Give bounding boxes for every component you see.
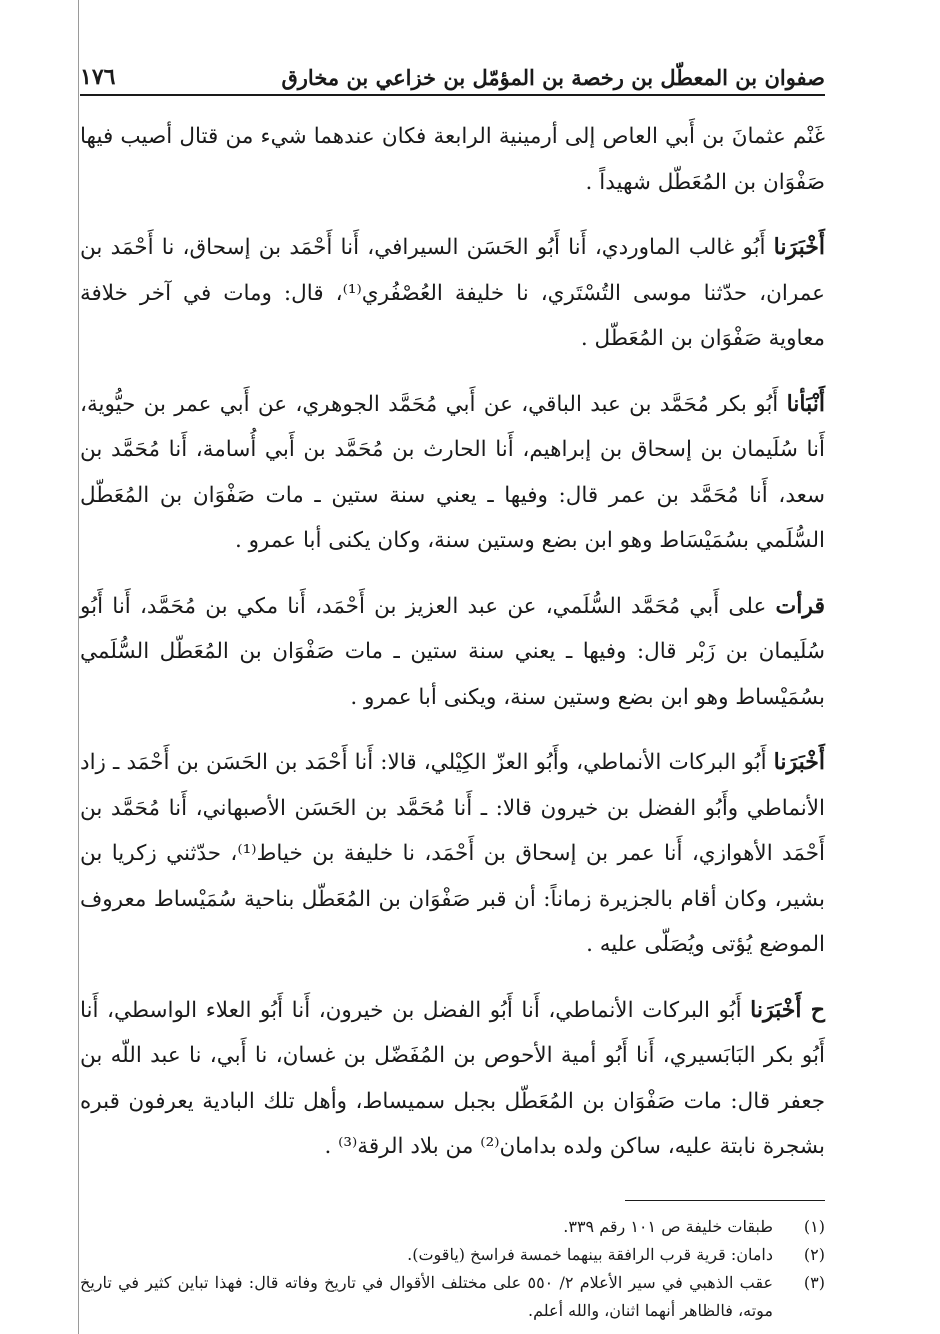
- footnote-text: عقب الذهبي في سير الأعلام ٢/ ٥٥٠ على مختلف الأقوال في تاريخ وفاته قال: فهذا تباين كثير في تاريخ موته، فالظاهر أنهما اثنان، والله أعلم.: [80, 1272, 773, 1320]
- paragraph-text: غَنْم عثمانَ بن أَبي العاص إلى أرمينية الرابعة فكان عندهما شيء من قتال أصيب فيها صَفْوَان بن المُعَطّل شهيداً .: [80, 124, 825, 195]
- footnote-text: طبقات خليفة ص ١٠١ رقم ٣٣٩.: [563, 1216, 773, 1236]
- paragraph: [80, 584, 825, 721]
- footnote-number: (١): [803, 1216, 825, 1236]
- paragraph-text: أَبُو البركات الأنماطي، أَنا أَبُو الفضل بن خيرون، أَنا أَبُو العلاء الواسطي، أَنا أَبُو بكر البَابَسيري، أَنا أَبُو أمية الأحوص بن المُفَضّل بن غسان، نا أَبي، نا عبد اللّه بن جعفر قال: مات صَفْوَان بن المُعَطّل بجبل سميساط، وأهل تلك البادية يعرفون قبره بشجرة نابتة عليه، ساكن ولده بدامان⁽²⁾ من بلاد الرقة⁽³⁾ .: [80, 997, 825, 1159]
- footnote-separator: [625, 1200, 825, 1201]
- paragraph: [80, 382, 825, 564]
- page-header: [80, 50, 825, 96]
- page-number: ١٧٦: [80, 64, 116, 90]
- paragraph: [80, 988, 825, 1170]
- paragraph: [80, 740, 825, 968]
- gutter-line: [78, 0, 79, 1334]
- footnote-text: دامان: قرية قرب الرافقة بينهما خمسة فراسخ (ياقوت).: [407, 1244, 773, 1264]
- footnote: [80, 1213, 825, 1241]
- running-title: صفوان بن المعطّل بن رخصة بن المؤمّل بن خزاعي بن مخارق: [281, 65, 825, 90]
- paragraph: [80, 225, 825, 362]
- paragraph-lead: قرأت: [775, 592, 825, 619]
- paragraph-text: على أَبي مُحَمَّد السُّلَمي، عن عبد العزيز بن أَحْمَد، أَنا مكي بن مُحَمَّد، أَنا أَبُو سُلَيمان بن زَبْر قال: وفيها ـ يعني سنة ستين ـ مات صَفْوَان بن المُعَطّل السُّلَمي بسُمَيْساط وهو ابن بضع وستين سنة، ويكنى أبا عمرو .: [80, 593, 825, 710]
- paragraph-text: أَبُو البركات الأنماطي، وأَبُو العزّ الكِيْلي، قالا: أَنا أَحْمَد بن الحَسَن بن أَحْمَد ـ زاد الأنماطي وأَبُو الفضل بن خيرون قالا: ـ أَنا مُحَمَّد بن الحَسَن الأصبهاني، أَنا مُحَمَّد بن أَحْمَد الأهوازي، أَنا عمر بن إسحاق بن أَحْمَد، نا خليفة بن خياط⁽¹⁾، حدّثني زكريا بن بشير، وكان أقام بالجزيرة زماناً: أن قبر صَفْوَان بن المُعَطّل بناحية سُمَيْساط معروف الموضع يُؤتى ويُصَلّى عليه .: [80, 750, 826, 957]
- footnote-number: (٣): [803, 1272, 825, 1292]
- page-body: [80, 114, 825, 1170]
- footnote: [80, 1269, 825, 1325]
- paragraph: [80, 114, 825, 205]
- footnotes: [80, 1213, 825, 1325]
- book-page: [80, 50, 825, 1325]
- paragraph-text: أَبُو بكر مُحَمَّد بن عبد الباقي، عن أَبي مُحَمَّد الجوهري، عن أَبي عمر بن حيُّوية، أَنا سُلَيمان بن إسحاق بن إبراهيم، أَنا الحارث بن مُحَمَّد بن أَبي أُسامة، أَنا مُحَمَّد بن سعد، أَنا مُحَمَّد بن عمر قال: وفيها ـ يعني سنة ستين ـ مات صَفْوَان بن المُعَطّل السُّلَمي بسُمَيْسَاط وهو ابن بضع وستين سنة، وكان يكنى أبا عمرو .: [80, 391, 825, 553]
- footnote: [80, 1241, 825, 1269]
- paragraph-text: أَبُو غالب الماوردي، أَنا أَبُو الحَسَن السيرافي، أَنا أَحْمَد بن إسحاق، نا أَحْمَد بن عمران، حدّثنا موسى التُسْتَري، نا خليفة العُصْفُري⁽¹⁾، قال: ومات في آخر خلافة معاوية صَفْوَان بن المُعَطّل .: [80, 235, 825, 351]
- paragraph-lead: ح أَخْبَرَنا: [750, 996, 826, 1023]
- paragraph-lead: أَنْبَأنا: [786, 390, 825, 417]
- paragraph-lead: أَخْبَرَنا: [773, 234, 825, 260]
- paragraph-lead: أَخْبَرَنا: [773, 749, 825, 775]
- footnote-number: (٢): [803, 1244, 825, 1264]
